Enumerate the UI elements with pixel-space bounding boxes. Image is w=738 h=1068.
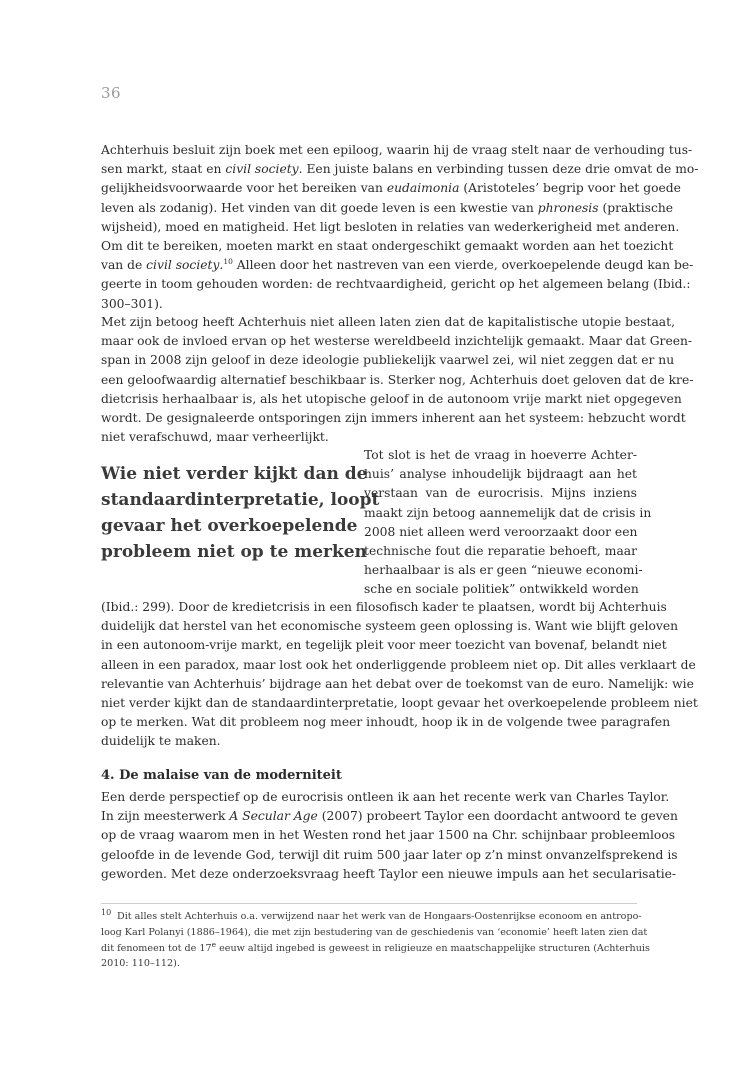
text-line: loog Karl Polanyi (1886–1964), die met zijn bestudering van de geschiedenis van ‘economie’ heeft laten zien dat — [101, 926, 648, 938]
section-heading: 4. De malaise van de moderniteit — [101, 768, 342, 783]
text-line: In zijn meesterwerk A Secular Age (2007) probeert Taylor een doordacht antwoord te geven — [101, 809, 678, 824]
text-line: Achterhuis besluit zijn boek met een epiloog, waarin hij de vraag stelt naar de verhouding tus- — [101, 143, 693, 157]
text-line: 2008 niet alleen werd veroorzaakt door een — [364, 524, 638, 539]
italic-term: phronesis — [537, 200, 599, 215]
text-line: standaardinterpretatie, loopt — [101, 490, 380, 510]
text-line: dietcrisis herhaalbaar is, als het utopische geloof in de autonoom vrije markt niet opgegeven — [101, 391, 682, 406]
text-line: Om dit te bereiken, moeten markt en staat ondergeschikt gemaakt worden aan het toezicht — [101, 239, 674, 254]
text-line: (Ibid.: 299). Door de kredietcrisis in een filosofisch kader te plaatsen, wordt bij Achterhuis — [101, 600, 667, 614]
text-line: gevaar het overkoepelende — [101, 516, 358, 536]
paragraph-utopia — [101, 313, 694, 447]
text-line: sche en sociale politiek” ontwikkeld worden — [364, 582, 639, 597]
text-line: Een derde perspectief op de eurocrisis ontleen ik aan het recente werk van Charles Taylor. — [101, 790, 670, 804]
footnote-reference: 10 — [223, 257, 233, 267]
text-line: maakt zijn betoog aannemelijk dat de crisis in — [364, 505, 652, 520]
paragraph-conclusion — [101, 598, 698, 752]
text-line: wordt. De gesignaleerde ontsporingen zijn immers inherent aan het systeem: hebzucht wordt — [101, 411, 686, 426]
text-line: duidelijk te maken. — [101, 734, 221, 749]
italic-term: civil society — [225, 162, 299, 177]
text-line: herhaalbaar is als er geen “nieuwe economi- — [364, 563, 643, 578]
italic-term: civil society — [146, 258, 220, 273]
text-line: leven als zodanig). Het vinden van dit goede leven is een kwestie van phronesis (praktische — [101, 200, 674, 215]
text-line: huis’ analyse inhoudelijk bijdraagt aan het — [364, 467, 637, 482]
pull-quote — [101, 461, 380, 565]
text-line: Wie niet verder kijkt dan de — [101, 464, 368, 484]
text-line: maar ook de invloed ervan op het westerse wereldbeeld inzichtelijk gemaakt. Maar dat Green- — [101, 334, 693, 349]
text-line: gelijkheidsvoorwaarde voor het bereiken van eudaimonia (Aristoteles’ begrip voor het goede — [101, 181, 681, 196]
text-line: in een autonoom-vrije markt, en tegelijk pleit voor meer toezicht van bovenaf, belandt niet — [101, 638, 667, 653]
text-line: niet verder kijkt dan de standaardinterpretatie, loopt gevaar het overkoepelende probleem niet — [101, 696, 698, 711]
text-line: Met zijn betoog heeft Achterhuis niet alleen laten zien dat de kapitalistische utopie bestaat, — [101, 315, 675, 329]
text-line: Tot slot is het de vraag in hoeverre Achter- — [364, 448, 637, 462]
footnote — [101, 907, 650, 972]
text-line: sen markt, staat en civil society. Een juiste balans en verbinding tussen deze drie omvat de mo- — [101, 162, 699, 177]
text-line: probleem niet op te merken — [101, 542, 367, 562]
text-line: technische fout die reparatie behoeft, maar — [364, 543, 637, 558]
text-line: relevantie van Achterhuis’ bijdrage aan het debat over de toekomst van de euro. Namelijk: wie — [101, 676, 694, 691]
italic-term: eudaimonia — [386, 181, 460, 196]
footnote-divider — [101, 903, 637, 904]
paragraph-taylor — [101, 788, 678, 884]
text-line: 10 Dit alles stelt Achterhuis o.a. verwijzend naar het werk van de Hongaars-Oostenrijkse econoom en antropo- — [101, 907, 642, 922]
text-line: 2010: 110–112). — [101, 958, 180, 970]
text-line: op te merken. Wat dit probleem nog meer inhoudt, hoop ik in de volgende twee paragrafen — [101, 715, 671, 730]
text-line: op de vraag waarom men in het Westen rond het jaar 1500 na Chr. schijnbaar probleemloos — [101, 828, 676, 843]
paragraph-epilogue — [101, 141, 699, 314]
text-line: geerte in toom gehouden worden: de rechtvaardigheid, gericht op het algemeen belang (Ibid.: — [101, 277, 691, 292]
text-line: een geloofwaardig alternatief beschikbaar is. Sterker nog, Achterhuis doet geloven dat de kre- — [101, 372, 694, 387]
italic-term: A Secular Age — [229, 809, 318, 824]
text-line: 300–301). — [101, 296, 163, 311]
text-line: niet verafschuwd, maar verheerlijkt. — [101, 430, 329, 445]
paragraph-eurocrisis-column — [364, 446, 652, 600]
text-line: van de civil society.$^{10}$ Alleen door het nastreven van een vierde, overkoepelende deugd kan be- — [101, 257, 694, 273]
text-line: alleen in een paradox, maar lost ook het onderliggende probleem niet op. Dit alles verklaart de — [101, 657, 696, 672]
text-line: verstaan van de eurocrisis. Mijns inziens — [364, 486, 637, 501]
text-line: dit fenomeen tot de 17e eeuw altijd ingebed is geweest in religieuze en maatschappelijke structuren (Achterhuis — [101, 939, 650, 954]
text-line: geworden. Met deze onderzoeksvraag heeft Taylor een nieuwe impuls aan het secularisatie- — [101, 866, 677, 881]
text-line: duidelijk dat herstel van het economische systeem geen oplossing is. Want wie blijft geloven — [101, 619, 679, 634]
text-line: geloofde in de levende God, terwijl dit ruim 500 jaar later op z’n minst onvanzelfsprekend is — [101, 847, 678, 862]
footnote-reference: e — [211, 939, 217, 949]
text-line: wijsheid), moed en matigheid. Het ligt besloten in relaties van wederkerigheid met anderen. — [101, 219, 680, 234]
text-line: span in 2008 zijn geloof in deze ideologie publiekelijk vaarwel zei, wil niet zeggen dat er nu — [101, 353, 675, 368]
page-number: 36 — [101, 84, 122, 102]
